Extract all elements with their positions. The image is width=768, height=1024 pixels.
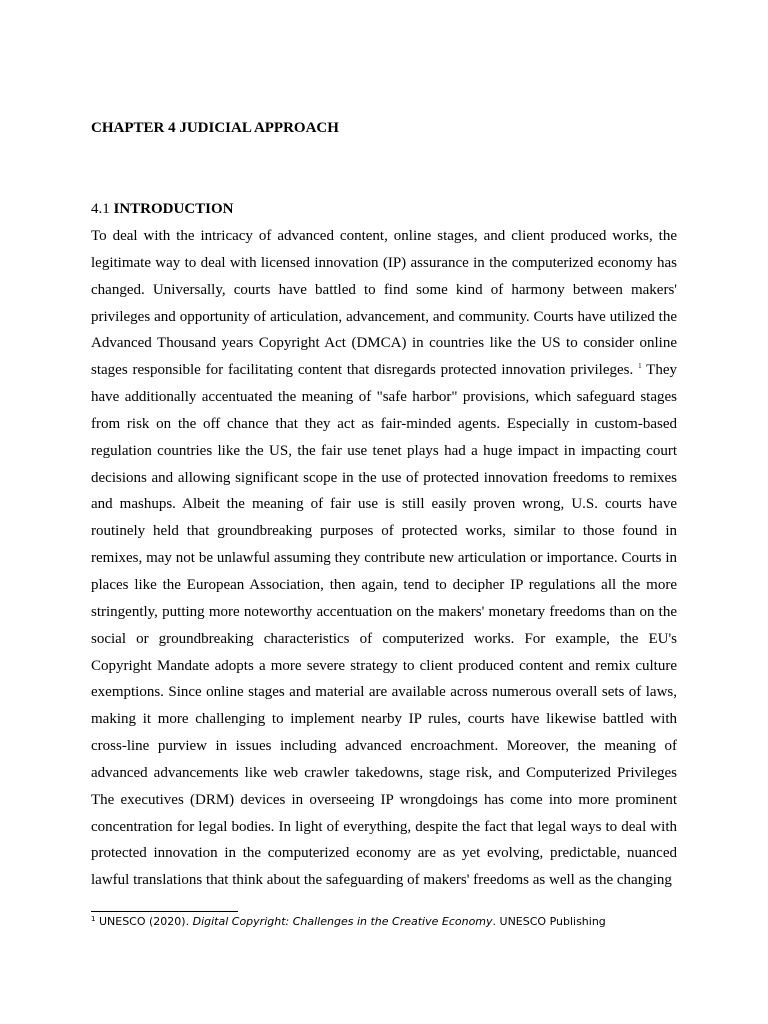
footnote-title: Digital Copyright: Challenges in the Creative Economy [192, 915, 493, 928]
section-title: INTRODUCTION [113, 201, 234, 217]
chapter-title: CHAPTER 4 JUDICIAL APPROACH [91, 120, 339, 136]
footnote-suffix: . UNESCO Publishing [492, 915, 606, 928]
footnote-reference[interactable]: 1 [638, 362, 642, 371]
footnote-number: 1 [91, 915, 96, 923]
body-text-part2: They have additionally accentuated the meaning of "safe harbor" provisions, which safeguard stages from risk on the off chance that they act as fair-minded agents. Especially in custom-based regulation countries like the US, the fair use tenet plays had a huge impact in impacting court decisions and allowing significant scope in the use of protected innovation freedoms to remixes and mashups. Albeit the meaning of fair use is still easily proven wrong, U.S. courts have routinely held that groundbreaking purposes of protected works, similar to those found in remixes, may not be unlawful assuming they contribute new articulation or importance. Courts in places like the European Association, then again, tend to decipher IP regulations all the more stringently, putting more noteworthy accentuation on the makers' monetary freedoms than on the social or groundbreaking characteristics of computerized works. For example, the EU's Copyright Mandate adopts a more severe strategy to client produced content and remix culture exemptions. Since online stages and material are available across numerous overall sets of laws, making it more challenging to implement nearby IP rules, courts have likewise battled with cross-line purview in issues including advanced encroachment. Moreover, the meaning of advanced advancements like web crawler takedowns, stage risk, and Computerized Privileges The executives (DRM) devices in overseeing IP wrongdoings has come into more prominent concentration for legal bodies. In light of everything, despite the fact that legal ways to deal with protected innovation in the computerized economy are as yet evolving, predictable, nuanced lawful translations that think about the safeguarding of makers' freedoms as well as the changing [91, 362, 677, 889]
footnote-separator [91, 911, 238, 912]
body-text-part1: To deal with the intricacy of advanced content, online stages, and client produced works, the legitimate way to deal with licensed innovation (IP) assurance in the computerized economy has changed. Universally, courts have battled to find some kind of harmony between makers' privileges and opportunity of articulation, advancement, and community. Courts have utilized the Advanced Thousand years Copyright Act (DMCA) in countries like the US to consider online stages responsible for facilitating content that disregards protected innovation privileges. [91, 228, 677, 379]
section-heading [91, 199, 234, 219]
body-paragraph [91, 223, 677, 894]
section-number: 4.1 [91, 201, 110, 217]
footnote-prefix: UNESCO (2020). [95, 915, 193, 928]
footnote [91, 914, 677, 930]
